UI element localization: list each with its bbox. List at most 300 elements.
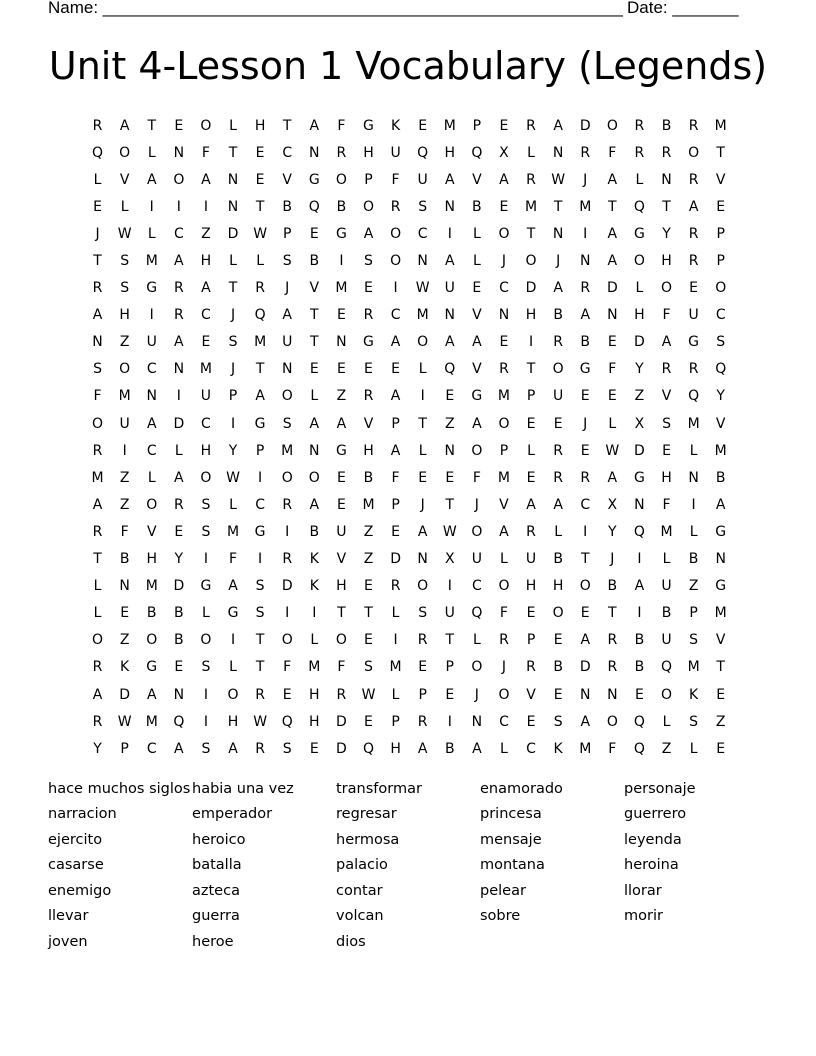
grid-letter: I: [691, 496, 696, 513]
grid-letter: T: [255, 361, 265, 378]
grid-letter: N: [607, 307, 618, 324]
grid-letter: N: [444, 198, 455, 215]
grid-letter: Y: [662, 225, 671, 242]
grid-letter: A: [228, 578, 238, 595]
grid-letter: W: [551, 171, 566, 188]
grid-letter: N: [579, 686, 591, 703]
grid-letter: S: [689, 713, 699, 730]
grid-letter: I: [176, 388, 181, 405]
grid-letter: N: [498, 307, 510, 324]
grid-letter: T: [608, 605, 617, 622]
grid-letter: L: [527, 442, 535, 459]
grid-letter: E: [607, 334, 617, 351]
grid-letter: Q: [688, 388, 700, 405]
grid-letter: P: [282, 225, 292, 242]
grid-letter: L: [120, 198, 129, 215]
grid-letter: J: [501, 659, 507, 676]
grid-letter: I: [203, 551, 208, 568]
grid-letter: F: [472, 469, 481, 486]
grid-letter: U: [661, 632, 672, 649]
grid-letter: M: [145, 713, 158, 730]
grid-letter: Z: [363, 551, 374, 568]
grid-letter: L: [689, 740, 698, 757]
grid-letter: A: [499, 171, 509, 188]
grid-letter: Q: [633, 523, 645, 540]
grid-letter: H: [363, 144, 374, 161]
grid-letter: Z: [661, 740, 672, 757]
grid-letter: S: [201, 740, 211, 757]
grid-letter: S: [689, 632, 699, 649]
grid-letter: E: [553, 415, 563, 432]
grid-letter: G: [715, 578, 727, 595]
grid-letter: O: [606, 117, 618, 134]
grid-letter: M: [497, 388, 510, 405]
grid-letter: H: [661, 469, 672, 486]
grid-letter: I: [203, 686, 208, 703]
grid-letter: S: [418, 605, 428, 622]
grid-letter: N: [173, 686, 185, 703]
grid-letter: H: [227, 713, 239, 730]
grid-letter: A: [201, 171, 211, 188]
grid-letter: O: [92, 415, 104, 432]
vocab-word: morir: [624, 908, 663, 925]
grid-letter: M: [714, 605, 727, 622]
grid-letter: P: [716, 225, 725, 242]
grid-letter: T: [662, 198, 671, 215]
grid-letter: O: [173, 171, 185, 188]
grid-letter: V: [146, 523, 157, 540]
vocab-word: llevar: [48, 908, 89, 925]
grid-letter: D: [390, 551, 401, 568]
grid-letter: C: [146, 442, 157, 459]
grid-letter: E: [445, 388, 455, 405]
grid-letter: H: [363, 442, 374, 459]
grid-letter: B: [553, 551, 563, 568]
grid-letter: L: [472, 253, 481, 270]
grid-letter: J: [420, 496, 425, 513]
grid-letter: U: [417, 171, 428, 188]
grid-letter: W: [361, 686, 376, 703]
grid-letter: J: [556, 253, 561, 270]
grid-letter: R: [92, 442, 103, 459]
grid-letter: T: [255, 632, 265, 649]
grid-letter: S: [716, 334, 726, 351]
grid-letter: I: [285, 605, 290, 622]
grid-letter: L: [93, 171, 102, 188]
grid-letter: O: [552, 361, 564, 378]
grid-letter: L: [310, 632, 319, 649]
grid-letter: Y: [608, 523, 617, 540]
grid-letter: J: [230, 361, 236, 378]
grid-letter: L: [662, 713, 671, 730]
grid-letter: E: [499, 117, 509, 134]
grid-letter: S: [553, 713, 563, 730]
grid-letter: H: [390, 740, 401, 757]
grid-letter: Z: [119, 469, 130, 486]
grid-letter: Q: [444, 361, 456, 378]
grid-letter: S: [282, 415, 292, 432]
grid-letter: N: [552, 225, 564, 242]
grid-letter: M: [660, 523, 673, 540]
grid-letter: N: [417, 551, 428, 568]
grid-letter: K: [689, 686, 699, 703]
word-list: [48, 776, 768, 955]
grid-letter: J: [95, 225, 100, 242]
grid-letter: R: [173, 280, 184, 297]
grid-letter: S: [201, 523, 211, 540]
grid-letter: O: [119, 361, 131, 378]
grid-letter: A: [92, 686, 103, 703]
grid-letter: B: [309, 523, 320, 540]
grid-letter: L: [310, 388, 319, 405]
grid-letter: I: [176, 198, 181, 215]
grid-letter: A: [634, 578, 645, 595]
grid-letter: L: [229, 496, 237, 513]
grid-letter: G: [363, 334, 374, 351]
grid-letter: T: [716, 144, 725, 161]
grid-letter: A: [472, 334, 482, 351]
grid-letter: A: [228, 740, 238, 757]
grid-letter: E: [716, 686, 726, 703]
grid-letter: E: [553, 632, 563, 649]
grid-letter: H: [200, 253, 212, 270]
grid-letter: N: [146, 388, 157, 405]
grid-letter: J: [610, 551, 615, 568]
grid-letter: W: [253, 225, 268, 242]
grid-letter: P: [120, 740, 129, 757]
grid-letter: D: [173, 578, 185, 595]
grid-letter: R: [92, 523, 103, 540]
vocab-word: pelear: [480, 882, 526, 899]
grid-letter: E: [445, 469, 455, 486]
grid-letter: W: [117, 225, 132, 242]
grid-letter: O: [146, 632, 158, 649]
grid-letter: M: [389, 659, 402, 676]
grid-letter: A: [417, 740, 428, 757]
grid-letter: A: [146, 686, 157, 703]
grid-letter: O: [552, 605, 564, 622]
grid-letter: O: [200, 632, 212, 649]
grid-letter: V: [472, 307, 482, 324]
grid-letter: A: [336, 415, 347, 432]
grid-letter: L: [256, 253, 265, 270]
grid-letter: I: [637, 551, 642, 568]
grid-letter: N: [309, 144, 320, 161]
grid-letter: R: [526, 117, 536, 134]
grid-letter: G: [200, 578, 212, 595]
grid-letter: Z: [634, 388, 645, 405]
grid-letter: R: [688, 117, 699, 134]
vocab-word: montana: [480, 857, 545, 874]
grid-letter: G: [688, 334, 700, 351]
grid-letter: W: [415, 280, 430, 297]
vocab-word: guerra: [192, 908, 240, 925]
grid-letter: A: [390, 334, 401, 351]
grid-letter: E: [364, 713, 373, 730]
grid-letter: I: [149, 307, 154, 324]
grid-letter: B: [174, 605, 184, 622]
grid-letter: T: [255, 659, 265, 676]
grid-letter: R: [255, 740, 265, 757]
grid-letter: Z: [119, 632, 130, 649]
grid-letter: B: [444, 740, 455, 757]
grid-letter: A: [146, 171, 157, 188]
grid-letter: L: [93, 578, 102, 595]
grid-letter: N: [173, 144, 185, 161]
grid-letter: N: [579, 253, 591, 270]
grid-letter: A: [92, 307, 103, 324]
grid-letter: R: [92, 659, 103, 676]
grid-letter: V: [715, 171, 726, 188]
grid-letter: G: [254, 523, 266, 540]
grid-letter: S: [418, 198, 428, 215]
grid-letter: I: [258, 551, 263, 568]
grid-letter: P: [391, 496, 400, 513]
grid-letter: P: [526, 632, 536, 649]
grid-letter: C: [390, 307, 401, 324]
grid-letter: V: [499, 496, 509, 513]
grid-letter: L: [472, 632, 481, 649]
vocab-word: ejercito: [48, 831, 103, 848]
grid-letter: A: [417, 523, 428, 540]
grid-letter: A: [174, 740, 184, 757]
grid-letter: Q: [173, 713, 185, 730]
grid-letter: O: [688, 144, 700, 161]
grid-letter: W: [253, 713, 268, 730]
grid-letter: A: [363, 225, 374, 242]
grid-letter: D: [336, 713, 347, 730]
grid-letter: J: [583, 415, 588, 432]
grid-letter: L: [229, 117, 237, 134]
grid-letter: H: [525, 307, 537, 324]
grid-letter: N: [227, 171, 239, 188]
grid-letter: M: [335, 280, 348, 297]
vocab-word: heroico: [192, 831, 246, 848]
date-line: Date: _______: [627, 0, 739, 17]
grid-letter: D: [606, 280, 618, 297]
grid-letter: N: [336, 334, 347, 351]
grid-letter: E: [336, 307, 346, 324]
grid-letter: E: [418, 469, 428, 486]
grid-letter: F: [662, 307, 671, 324]
grid-letter: U: [553, 388, 564, 405]
grid-letter: G: [227, 605, 239, 622]
grid-letter: H: [525, 578, 537, 595]
vocab-word: emperador: [192, 806, 273, 823]
grid-letter: G: [471, 388, 483, 405]
grid-letter: R: [173, 496, 184, 513]
grid-letter: W: [442, 523, 457, 540]
grid-letter: M: [199, 361, 212, 378]
grid-letter: M: [443, 117, 456, 134]
grid-letter: H: [309, 713, 320, 730]
grid-letter: F: [391, 171, 400, 188]
grid-letter: F: [391, 469, 400, 486]
grid-letter: B: [688, 551, 699, 568]
grid-letter: J: [474, 496, 479, 513]
grid-letter: T: [337, 605, 346, 622]
vocab-word: personaje: [624, 780, 696, 797]
grid-letter: H: [309, 686, 320, 703]
grid-letter: X: [444, 551, 455, 568]
grid-letter: I: [583, 225, 588, 242]
grid-letter: R: [634, 117, 645, 134]
grid-letter: Q: [308, 198, 320, 215]
grid-letter: F: [662, 496, 671, 513]
grid-letter: S: [93, 361, 102, 378]
grid-letter: F: [120, 523, 129, 540]
grid-letter: L: [418, 361, 427, 378]
grid-letter: O: [200, 469, 212, 486]
grid-letter: C: [282, 144, 293, 161]
grid-letter: A: [444, 334, 455, 351]
grid-letter: M: [281, 442, 294, 459]
grid-letter: R: [526, 523, 536, 540]
grid-letter: N: [552, 144, 564, 161]
grid-letter: O: [606, 713, 618, 730]
grid-letter: E: [309, 225, 319, 242]
grid-letter: A: [282, 307, 292, 324]
grid-letter: M: [714, 442, 727, 459]
grid-letter: N: [661, 171, 672, 188]
grid-letter: E: [716, 198, 726, 215]
grid-letter: R: [92, 117, 103, 134]
grid-letter: L: [174, 442, 183, 459]
grid-letter: U: [471, 551, 482, 568]
grid-letter: A: [146, 415, 157, 432]
grid-letter: A: [174, 253, 184, 270]
grid-letter: L: [500, 551, 508, 568]
grid-letter: O: [281, 632, 293, 649]
grid-letter: V: [661, 388, 672, 405]
grid-letter: A: [607, 171, 618, 188]
grid-letter: D: [119, 686, 131, 703]
grid-letter: R: [173, 307, 184, 324]
grid-letter: U: [444, 605, 455, 622]
grid-letter: P: [418, 686, 427, 703]
grid-letter: L: [608, 415, 617, 432]
grid-letter: N: [227, 198, 239, 215]
grid-letter: N: [173, 361, 185, 378]
grid-letter: O: [579, 578, 591, 595]
grid-letter: N: [92, 334, 103, 351]
grid-letter: F: [608, 740, 617, 757]
grid-letter: R: [526, 659, 536, 676]
grid-letter: J: [474, 686, 479, 703]
grid-letter: N: [444, 307, 455, 324]
grid-letter: K: [120, 659, 130, 676]
grid-letter: N: [634, 496, 645, 513]
grid-letter: E: [499, 334, 509, 351]
grid-letter: C: [526, 740, 536, 757]
grid-letter: I: [230, 415, 236, 432]
grid-letter: Z: [336, 388, 347, 405]
grid-letter: B: [553, 307, 563, 324]
grid-letter: C: [715, 307, 726, 324]
grid-letter: G: [308, 171, 320, 188]
grid-letter: L: [662, 551, 671, 568]
grid-letter: I: [122, 442, 127, 459]
vocab-word: casarse: [48, 857, 104, 874]
grid-letter: H: [552, 578, 564, 595]
grid-letter: G: [363, 117, 374, 134]
grid-letter: O: [92, 632, 104, 649]
grid-letter: R: [688, 361, 699, 378]
grid-letter: H: [336, 578, 347, 595]
grid-letter: N: [471, 713, 483, 730]
grid-letter: W: [605, 442, 620, 459]
grid-letter: A: [201, 280, 211, 297]
vocab-word: enamorado: [480, 780, 563, 797]
grid-letter: L: [472, 225, 481, 242]
grid-letter: H: [661, 253, 672, 270]
grid-letter: M: [687, 415, 700, 432]
grid-letter: E: [526, 713, 536, 730]
grid-letter: M: [714, 117, 727, 134]
grid-letter: S: [120, 280, 130, 297]
vocab-word: hermosa: [336, 831, 400, 848]
grid-letter: O: [525, 253, 537, 270]
grid-letter: V: [472, 361, 482, 378]
grid-letter: B: [553, 659, 563, 676]
grid-letter: R: [417, 713, 428, 730]
grid-letter: E: [445, 686, 455, 703]
grid-letter: P: [526, 388, 536, 405]
grid-letter: E: [418, 117, 428, 134]
grid-letter: Y: [635, 361, 644, 378]
vocab-word: llorar: [624, 882, 662, 899]
grid-letter: R: [607, 632, 618, 649]
grid-letter: S: [201, 496, 211, 513]
grid-letter: F: [608, 361, 617, 378]
grid-letter: E: [174, 659, 184, 676]
grid-letter: V: [119, 171, 130, 188]
grid-letter: F: [337, 117, 346, 134]
grid-letter: P: [445, 659, 454, 676]
grid-letter: E: [336, 469, 346, 486]
grid-letter: Q: [362, 740, 374, 757]
grid-letter: A: [390, 388, 401, 405]
grid-letter: O: [471, 442, 483, 459]
grid-letter: S: [228, 334, 238, 351]
grid-letter: T: [553, 198, 563, 215]
grid-letter: N: [309, 442, 320, 459]
grid-letter: E: [580, 388, 590, 405]
grid-letter: B: [174, 632, 184, 649]
grid-letter: O: [417, 578, 429, 595]
grid-letter: G: [335, 442, 347, 459]
grid-letter: M: [118, 388, 131, 405]
grid-letter: G: [633, 225, 645, 242]
grid-letter: E: [391, 361, 400, 378]
grid-letter: B: [634, 659, 645, 676]
vocab-word: guerrero: [624, 806, 687, 823]
grid-letter: A: [444, 253, 455, 270]
grid-letter: F: [201, 144, 210, 161]
grid-letter: M: [525, 198, 538, 215]
grid-letter: O: [362, 198, 374, 215]
grid-letter: A: [715, 496, 726, 513]
grid-letter: T: [147, 117, 157, 134]
grid-letter: N: [715, 551, 726, 568]
grid-letter: A: [309, 496, 320, 513]
grid-letter: Y: [93, 740, 102, 757]
grid-letter: A: [553, 496, 563, 513]
grid-letter: B: [661, 605, 672, 622]
grid-letter: B: [282, 198, 292, 215]
grid-letter: P: [228, 388, 238, 405]
grid-letter: U: [200, 388, 212, 405]
